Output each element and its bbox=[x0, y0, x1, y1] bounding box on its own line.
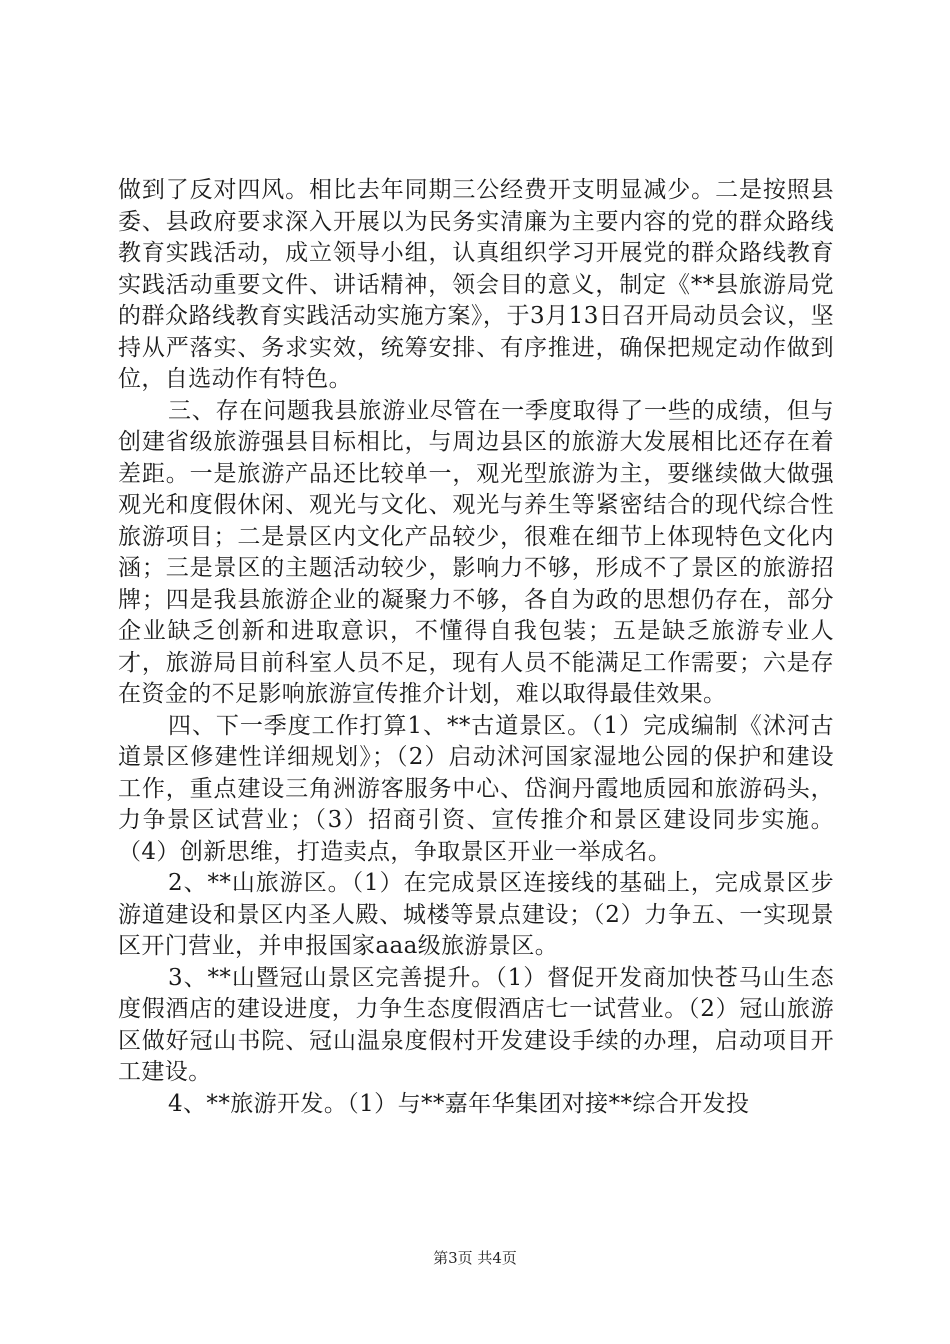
paragraph-existing-problems: 三、存在问题我县旅游业尽管在一季度取得了一些的成绩，但与创建省级旅游强县目标相比，与周边县区的旅游大发展相比还存在着差距。一是旅游产品还比较单一，观光型旅游为主，要继续做大做强观光和度假休闲、观光与文化、观光与养生等紧密结合的现代综合性旅游项目；二是景区内文化产品较少，很难在细节上体现特色文化内涵；三是景区的主题活动较少，影响力不够，形成不了景区的旅游招牌；四是我县旅游企业的凝聚力不够，各自为政的思想仍存在，部分企业缺乏创新和进取意识，不懂得自我包装；五是缺乏旅游专业人才，旅游局目前科室人员不足，现有人员不能满足工作需要；六是存在资金的不足影响旅游宣传推介计划，难以取得最佳效果。 bbox=[118, 397, 834, 707]
paragraph-guanshan-scenic-area: 3、**山暨冠山景区完善提升。（1）督促开发商加快苍马山生态度假酒店的建设进度，力争生态度假酒店七一试营业。（2）冠山旅游区做好冠山书院、冠山温泉度假村开发建设手续的办理，启动项目开工建设。 bbox=[118, 964, 834, 1085]
page-number-footer: 第3页 共4页 bbox=[433, 1249, 517, 1267]
paragraph-next-quarter-plan: 四、下一季度工作打算1、**古道景区。（1）完成编制《沭河古道景区修建性详细规划》；（2）启动沭河国家湿地公园的保护和建设工作，重点建设三角洲游客服务中心、岱涧丹霞地质园和旅游码头，力争景区试营业；（3）招商引资、宣传推介和景区建设同步实施。（4）创新思维，打造卖点，争取景区开业一举成名。 bbox=[118, 712, 834, 865]
paragraph-tourism-development: 4、**旅游开发。（1）与**嘉年华集团对接**综合开发投 bbox=[168, 1090, 750, 1117]
paragraph-anti-four-winds: 做到了反对四风。相比去年同期三公经费开支明显减少。二是按照县委、县政府要求深入开展以为民务实清廉为主要内容的党的群众路线教育实践活动，成立领导小组，认真组织学习开展党的群众路线教育实践活动重要文件、讲话精神，领会目的意义，制定《**县旅游局党的群众路线教育实践活动实施方案》，于3月13日召开局动员会议，坚持从严落实、务求实效，统筹安排、有序推进，确保把规定动作做到位，自选动作有特色。 bbox=[118, 177, 834, 392]
document-body bbox=[118, 175, 834, 1120]
paragraph-mountain-tourism-area: 2、**山旅游区。（1）在完成景区连接线的基础上，完成景区步游道建设和景区内圣人殿、城楼等景点建设；（2）力争五、一实现景区开门营业，并申报国家aaa级旅游景区。 bbox=[118, 870, 834, 959]
